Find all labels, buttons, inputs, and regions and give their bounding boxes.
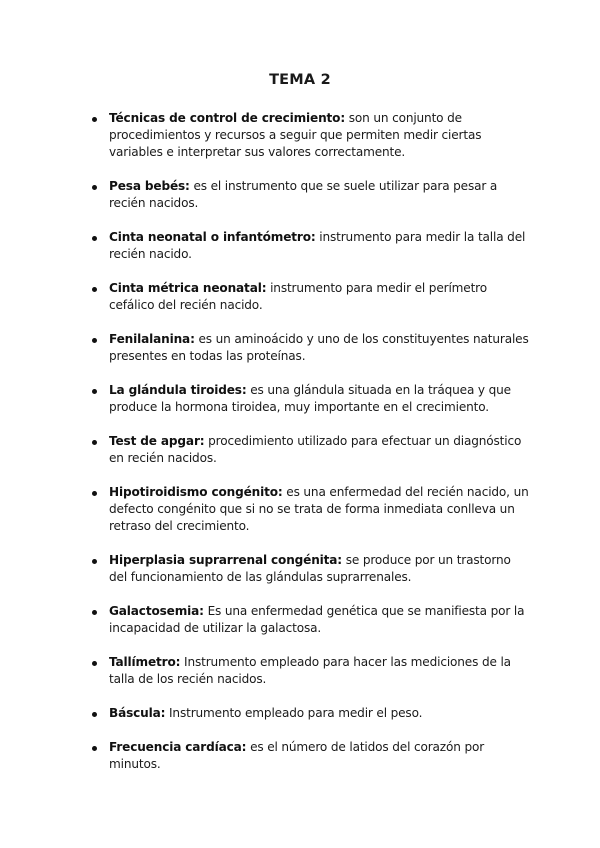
- bullet-icon: [92, 338, 97, 343]
- term-definition: instrumento para medir el perímetro cefálico del recién nacido.: [109, 281, 487, 312]
- list-item: [92, 331, 532, 365]
- list-item: [92, 433, 532, 467]
- term-name: Galactosemia:: [109, 604, 204, 618]
- bullet-icon: [92, 661, 97, 666]
- list-item: [92, 382, 532, 416]
- list-item: [92, 705, 532, 722]
- bullet-icon: [92, 236, 97, 241]
- bullet-icon: [92, 559, 97, 564]
- term-name: Cinta neonatal o infantómetro:: [109, 230, 316, 244]
- list-item: [92, 178, 532, 212]
- list-item: [92, 484, 532, 535]
- bullet-icon: [92, 746, 97, 751]
- term-name: Báscula:: [109, 706, 166, 720]
- list-item: [92, 280, 532, 314]
- term-definition: procedimiento utilizado para efectuar un diagnóstico en recién nacidos.: [109, 434, 522, 465]
- bullet-icon: [92, 185, 97, 190]
- term-name: Cinta métrica neonatal:: [109, 281, 267, 295]
- term-definition: es una glándula situada en la tráquea y que produce la hormona tiroidea, muy importante en el crecimiento.: [109, 383, 511, 414]
- bullet-icon: [92, 287, 97, 292]
- term-definition: Instrumento empleado para medir el peso.: [169, 706, 423, 720]
- term-name: La glándula tiroides:: [109, 383, 247, 397]
- term-name: Frecuencia cardíaca:: [109, 740, 247, 754]
- term-definition: es el instrumento que se suele utilizar para pesar a recién nacidos.: [109, 179, 498, 210]
- list-item: [92, 603, 532, 637]
- term-name: Tallímetro:: [109, 655, 181, 669]
- bullet-icon: [92, 610, 97, 615]
- term-name: Hiperplasia suprarrenal congénita:: [109, 553, 342, 567]
- glossary-list: [92, 110, 532, 790]
- bullet-icon: [92, 117, 97, 122]
- term-name: Hipotiroidismo congénito:: [109, 485, 283, 499]
- term-name: Técnicas de control de crecimiento:: [109, 111, 346, 125]
- term-definition: son un conjunto de procedimientos y recursos a seguir que permiten medir ciertas variables e interpretar sus valores correctamente.: [109, 111, 482, 159]
- term-definition: Instrumento empleado para hacer las mediciones de la talla de los recién nacidos.: [109, 655, 511, 686]
- term-definition: instrumento para medir la talla del recién nacido.: [109, 230, 526, 261]
- bullet-icon: [92, 712, 97, 717]
- term-definition: Es una enfermedad genética que se manifiesta por la incapacidad de utilizar la galactosa.: [109, 604, 525, 635]
- term-name: Fenilalanina:: [109, 332, 195, 346]
- term-definition: es un aminoácido y uno de los constituyentes naturales presentes en todas las proteínas.: [109, 332, 529, 363]
- document-title: TEMA 2: [269, 72, 331, 88]
- list-item: [92, 739, 532, 773]
- term-definition: es una enfermedad del recién nacido, un defecto congénito que si no se trata de forma inmediata conlleva un retraso del crecimiento.: [109, 485, 529, 533]
- term-definition: es el número de latidos del corazón por minutos.: [109, 740, 485, 771]
- bullet-icon: [92, 491, 97, 496]
- bullet-icon: [92, 389, 97, 394]
- term-name: Test de apgar:: [109, 434, 205, 448]
- term-definition: se produce por un trastorno del funcionamiento de las glándulas suprarrenales.: [109, 553, 511, 584]
- term-name: Pesa bebés:: [109, 179, 190, 193]
- list-item: [92, 552, 532, 586]
- list-item: [92, 229, 532, 263]
- bullet-icon: [92, 440, 97, 445]
- list-item: [92, 110, 532, 161]
- list-item: [92, 654, 532, 688]
